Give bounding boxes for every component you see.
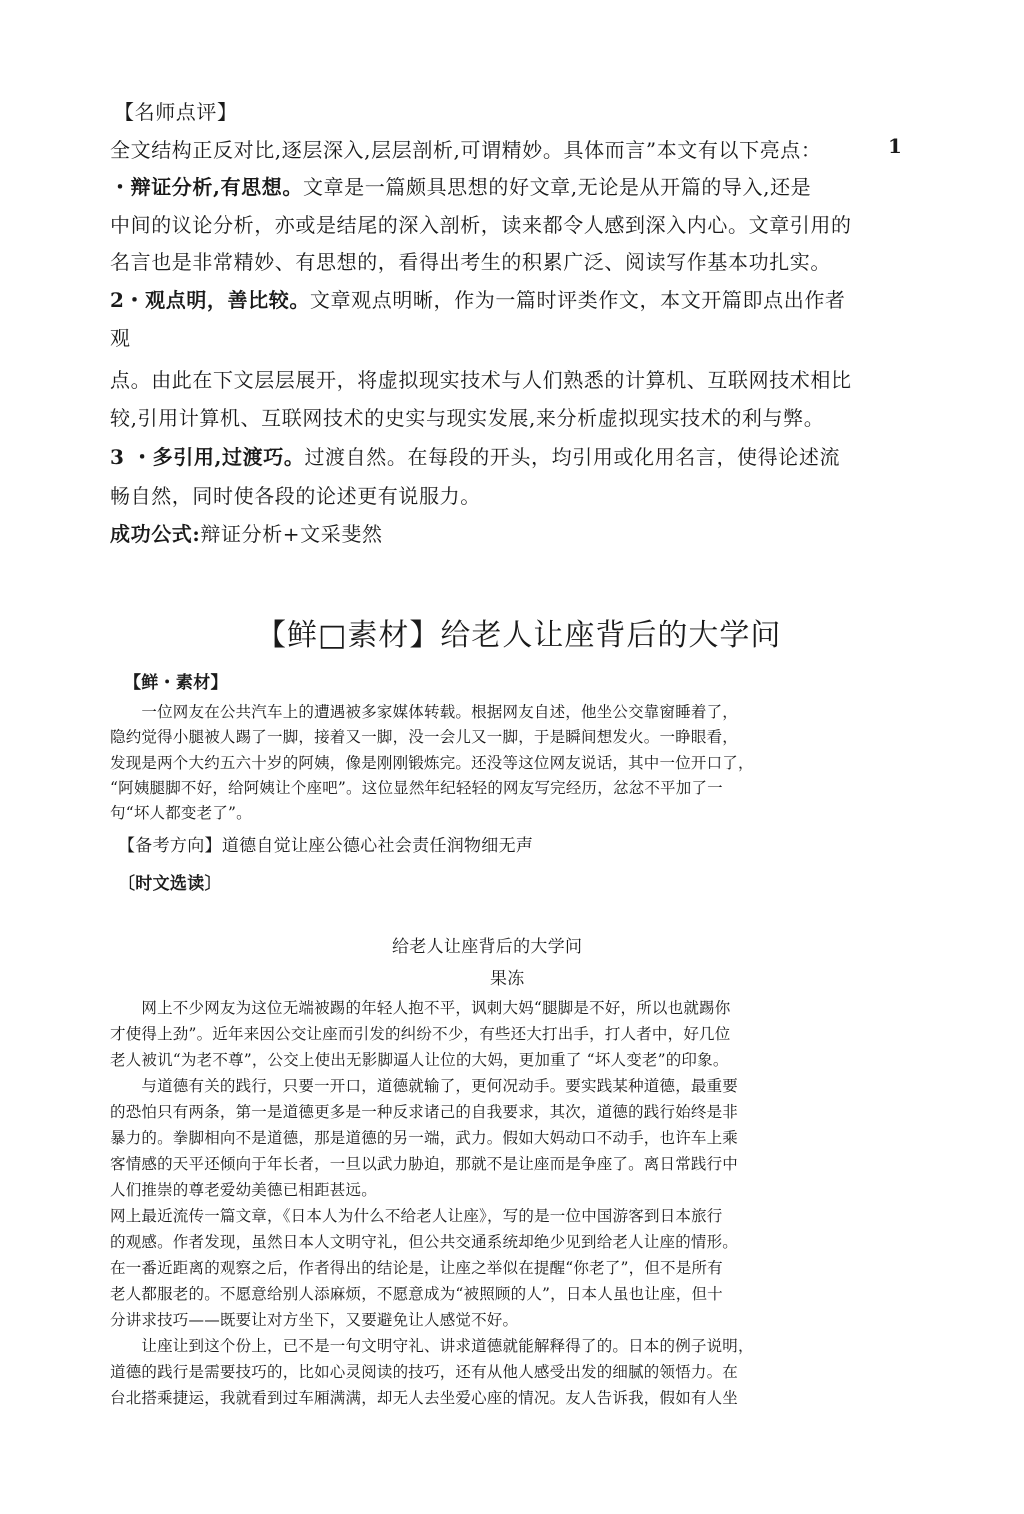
article-title: 给老人让座背后的大学问: [392, 937, 583, 957]
review-point-3: [110, 441, 840, 470]
material-line: 隐约觉得小腿被人踢了一脚，接着又一脚，没一会儿又一脚，于是瞬间想发火。一睁眼看，: [110, 728, 739, 746]
review-line: 观: [110, 326, 131, 350]
article-line: 网上不少网友为这位无端被踢的年轻人抱不平，讽刺大妈“腿脚是不好，所以也就踢你: [110, 999, 731, 1017]
article-line: 人们推崇的尊老爱幼美德已相距甚远。: [110, 1181, 377, 1199]
article-line: 分讲求技巧——既要让对方坐下，又要避免让人感觉不好。: [110, 1311, 519, 1329]
section-title: 【鲜□素材】给老人让座背后的大学问: [256, 618, 782, 653]
review-line: 全文结构正反对比,逐层深入,层层剖析,可谓精妙。具体而言”本文有以下亮点：: [110, 138, 822, 162]
point-text: 过渡自然。在每段的开头，均引用或化用名言，使得论述流: [304, 445, 841, 469]
formula-text: 辩证分析+文采斐然: [200, 522, 383, 546]
formula-label: 成功公式:: [110, 522, 201, 546]
article-line: 老人被讥“为老不尊”，公交上使出无影脚逼人让位的大妈，更加重了 “坏人变老”的印象。: [110, 1051, 729, 1069]
material-line: 发现是两个大约五六十岁的阿姨，像是刚刚锻炼完。还没等这位网友说话，其中一位开口了，: [110, 754, 754, 772]
review-line: 中间的议论分析，亦或是结尾的深入剖析，读来都令人感到深入内心。文章引用的: [110, 213, 852, 237]
article-line: 的恐怕只有两条，第一是道德更多是一种反求诸己的自我要求，其次，道德的践行始终是非: [110, 1103, 739, 1121]
article-line: 道德的践行是需要技巧的，比如心灵阅读的技巧，还有从他人感受出发的细腻的领悟力。在: [110, 1363, 739, 1381]
article-line: 客情感的天平还倾向于年长者，一旦以武力胁迫，那就不是让座而是争座了。离日常践行中: [110, 1155, 739, 1173]
success-formula: [110, 518, 383, 547]
review-heading: 【名师点评】: [114, 100, 238, 124]
review-line: 名言也是非常精妙、有思想的，看得出考生的积累广泛、阅读写作基本功扎实。: [110, 250, 831, 274]
material-line: “阿姨腿脚不好，给阿姨让个座吧”。这位显然年纪轻轻的网友写完经历，忿忿不平加了一: [110, 779, 723, 797]
point-label: 3 ・多引用,过渡巧。: [110, 445, 305, 469]
article-line: 老人都服老的。不愿意给别人添麻烦，不愿意成为“被照顾的人”，日本人虽也让座，但十: [110, 1285, 723, 1303]
review-point-1: [110, 171, 811, 200]
material-line: 一位网友在公共汽车上的遭遇被多家媒体转载。根据网友自述，他坐公交靠窗睡着了，: [110, 703, 739, 721]
direction-label: 【备考方向】: [118, 836, 222, 856]
review-line: 点。由此在下文层层展开，将虚拟现实技术与人们熟悉的计算机、互联网技术相比: [110, 368, 852, 392]
point-label: 2・观点明，善比较。: [110, 288, 310, 312]
article-line: 在一番近距离的观察之后，作者得出的结论是，让座之举似在提醒“你老了”，但不是所有: [110, 1259, 723, 1277]
review-line: 较,引用计算机、互联网技术的史实与现实发展,来分析虚拟现实技术的利与弊。: [110, 406, 825, 430]
review-line: 畅自然，同时使各段的论述更有说服力。: [110, 484, 481, 508]
material-line: 句“坏人都变老了”。: [110, 804, 252, 822]
point-label: ・辩证分析,有思想。: [110, 175, 303, 199]
article-line: 的观感。作者发现，虽然日本人文明守礼，但公共交通系统却绝少见到给老人让座的情形。: [110, 1233, 739, 1251]
article-line: 与道德有关的践行，只要一开口，道德就输了，更何况动手。要实践某种道德，最重要: [110, 1077, 739, 1095]
article-line: 才使得上劲”。近年来因公交让座而引发的纠纷不少，有些还大打出手，打人者中，好几位: [110, 1025, 731, 1043]
point-text: 文章是一篇颇具思想的好文章,无论是从开篇的导入,还是: [302, 175, 812, 199]
article-author: 果冻: [490, 969, 525, 989]
point-number: 1: [888, 134, 903, 158]
exam-direction: [118, 831, 533, 856]
direction-text: 道德自觉让座公德心社会责任润物细无声: [221, 836, 534, 856]
article-line: 让座让到这个份上，已不是一句文明守礼、讲求道德就能解释得了的。日本的例子说明，: [110, 1337, 754, 1355]
article-line: 台北搭乘捷运，我就看到过车厢满满，却无人去坐爱心座的情况。友人告诉我，假如有人坐: [110, 1389, 739, 1407]
point-text: 文章观点明晰，作为一篇时评类作文，本文开篇即点出作者: [309, 288, 846, 312]
reading-heading: 〔时文选读〕: [118, 874, 222, 894]
material-heading: 【鲜・素材】: [124, 673, 228, 693]
review-point-2: [110, 284, 846, 313]
article-line: 暴力的。拳脚相向不是道德，那是道德的另一端，武力。假如大妈动口不动手，也许车上乘: [110, 1129, 739, 1147]
article-line: 网上最近流传一篇文章，《日本人为什么不给老人让座》，写的是一位中国游客到日本旅行: [110, 1207, 723, 1225]
